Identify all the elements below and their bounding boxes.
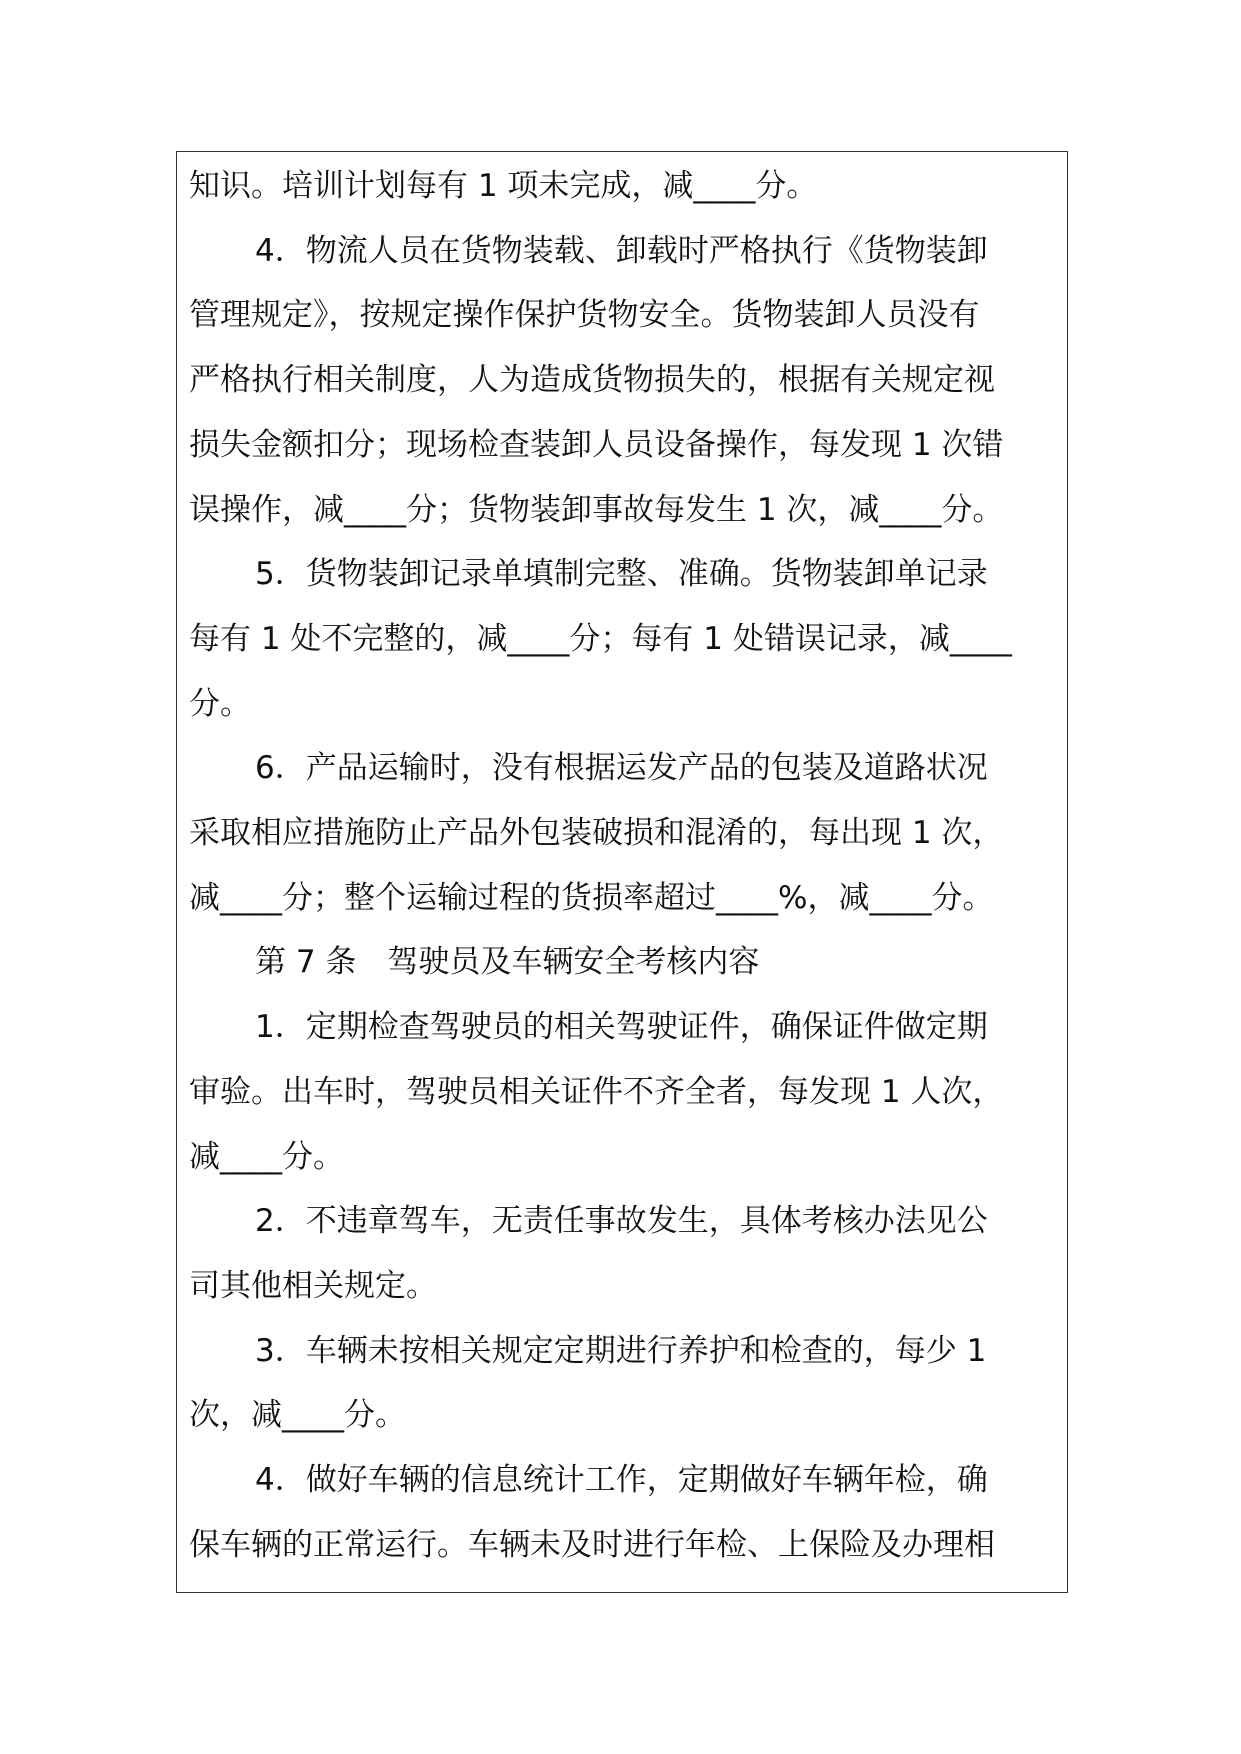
text-line: 每有 1 处不完整的，减____分；每有 1 处错误记录，减____ [189, 620, 1012, 657]
text-line: 5．货物装卸记录单填制完整、准确。货物装卸单记录 [255, 556, 988, 593]
text-line: 4．做好车辆的信息统计工作，定期做好车辆年检，确 [255, 1462, 988, 1498]
text-line: 减____分。 [189, 1138, 344, 1175]
text-line: 知识。培训计划每有 1 项未完成，减____分。 [189, 168, 818, 204]
text-line: 分。 [189, 685, 251, 722]
bordered-text-box [176, 151, 1068, 1593]
text-line: 审验。出车时，驾驶员相关证件不齐全者，每发现 1 人次， [189, 1073, 1004, 1110]
text-line: 减____分；整个运输过程的货损率超过____%，减____分。 [189, 879, 994, 916]
text-line: 次，减____分。 [189, 1397, 406, 1434]
text-line: 2．不违章驾车，无责任事故发生，具体考核办法见公 [255, 1203, 988, 1240]
text-line: 1．定期检查驾驶员的相关驾驶证件，确保证件做定期 [255, 1009, 988, 1046]
text-line: 管理规定》，按规定操作保护货物安全。货物装卸人员没有 [189, 297, 980, 334]
text-line: 司其他相关规定。 [189, 1267, 437, 1304]
text-line: 第 7 条 驾驶员及车辆安全考核内容 [255, 944, 760, 981]
text-line: 误操作，减____分；货物装卸事故每发生 1 次，减____分。 [189, 491, 1004, 528]
text-line: 4．物流人员在货物装载、卸载时严格执行《货物装卸 [255, 232, 988, 269]
text-line: 损失金额扣分；现场检查装卸人员设备操作，每发现 1 次错 [189, 426, 1004, 463]
text-line: 严格执行相关制度，人为造成货物损失的，根据有关规定视 [189, 362, 995, 399]
text-line: 6．产品运输时，没有根据运发产品的包装及道路状况 [255, 750, 988, 787]
text-line: 采取相应措施防止产品外包装破损和混淆的，每出现 1 次， [189, 815, 1004, 851]
text-line: 保车辆的正常运行。车辆未及时进行年检、上保险及办理相 [189, 1526, 995, 1563]
text-line: 3．车辆未按相关规定定期进行养护和检查的，每少 1 [255, 1332, 987, 1369]
